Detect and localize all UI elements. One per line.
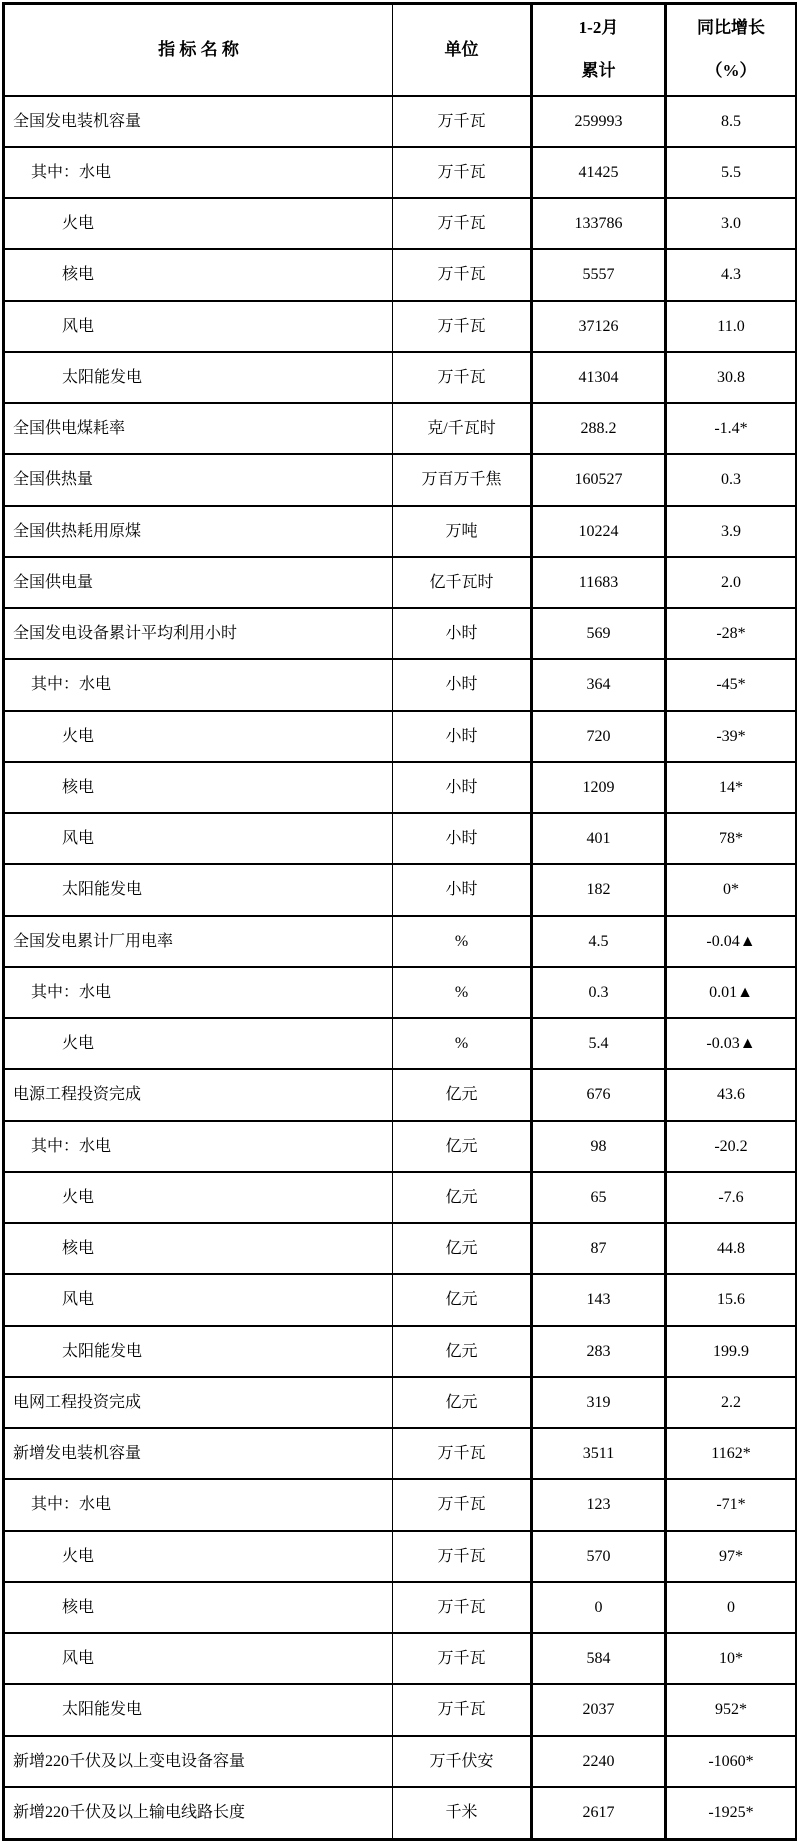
table-row [4, 96, 797, 147]
value-cell: 569 [532, 608, 666, 659]
value-cell: 676 [532, 1069, 666, 1120]
unit-cell: 亿元 [393, 1326, 532, 1377]
indicator-name-cell: 其中：水电 [4, 147, 393, 198]
value-cell: 41425 [532, 147, 666, 198]
indicator-name-cell: 火电 [4, 711, 393, 762]
table-row [4, 1377, 797, 1428]
value-cell: 133786 [532, 198, 666, 249]
growth-cell: -0.04▲ [666, 916, 797, 967]
value-cell: 65 [532, 1172, 666, 1223]
value-cell: 319 [532, 1377, 666, 1428]
value-cell: 160527 [532, 454, 666, 505]
growth-cell: -45* [666, 659, 797, 710]
indicator-name-cell: 太阳能发电 [4, 864, 393, 915]
table-row [4, 454, 797, 505]
table-row [4, 1274, 797, 1325]
indicator-name-cell: 核电 [4, 249, 393, 300]
unit-cell: 克/千瓦时 [393, 403, 532, 454]
growth-cell: 3.0 [666, 198, 797, 249]
unit-cell: 亿元 [393, 1172, 532, 1223]
growth-cell: -1.4* [666, 403, 797, 454]
unit-cell: 万千瓦 [393, 147, 532, 198]
unit-cell: 亿元 [393, 1069, 532, 1120]
growth-cell: 0* [666, 864, 797, 915]
value-cell: 98 [532, 1121, 666, 1172]
value-cell: 5.4 [532, 1018, 666, 1069]
table-row [4, 403, 797, 454]
value-cell: 570 [532, 1531, 666, 1582]
indicator-name-cell: 全国供热量 [4, 454, 393, 505]
unit-cell: 万千瓦 [393, 96, 532, 147]
value-cell: 288.2 [532, 403, 666, 454]
table-row [4, 813, 797, 864]
indicator-name-cell: 太阳能发电 [4, 1326, 393, 1377]
growth-cell: 0.01▲ [666, 967, 797, 1018]
value-cell: 2240 [532, 1736, 666, 1787]
table-row [4, 762, 797, 813]
indicator-name-cell: 全国发电设备累计平均利用小时 [4, 608, 393, 659]
growth-cell: 11.0 [666, 301, 797, 352]
header-row [4, 4, 797, 96]
growth-cell: -7.6 [666, 1172, 797, 1223]
unit-cell: 小时 [393, 813, 532, 864]
unit-cell: 小时 [393, 711, 532, 762]
indicator-name-cell: 核电 [4, 1582, 393, 1633]
indicator-name-cell: 风电 [4, 1274, 393, 1325]
table-body [4, 96, 797, 1840]
growth-cell: 4.3 [666, 249, 797, 300]
value-cell: 87 [532, 1223, 666, 1274]
table-row [4, 1531, 797, 1582]
value-cell: 364 [532, 659, 666, 710]
value-cell: 584 [532, 1633, 666, 1684]
growth-cell: 5.5 [666, 147, 797, 198]
header-growth [666, 4, 797, 96]
table-row [4, 147, 797, 198]
growth-cell: -1060* [666, 1736, 797, 1787]
unit-cell: % [393, 916, 532, 967]
unit-cell: 万千伏安 [393, 1736, 532, 1787]
growth-cell: 30.8 [666, 352, 797, 403]
unit-cell: 万千瓦 [393, 352, 532, 403]
indicator-name-cell: 全国发电装机容量 [4, 96, 393, 147]
growth-cell: 10* [666, 1633, 797, 1684]
header-period-line2: 累计 [581, 61, 616, 81]
table-row [4, 557, 797, 608]
table-row [4, 864, 797, 915]
indicator-name-cell: 电网工程投资完成 [4, 1377, 393, 1428]
growth-cell: 2.2 [666, 1377, 797, 1428]
growth-cell: -1925* [666, 1787, 797, 1840]
table-row [4, 1223, 797, 1274]
table-row [4, 659, 797, 710]
table-row [4, 916, 797, 967]
table-row [4, 1121, 797, 1172]
indicator-name-cell: 太阳能发电 [4, 1684, 393, 1735]
unit-cell: 小时 [393, 864, 532, 915]
growth-cell: -39* [666, 711, 797, 762]
table-row [4, 198, 797, 249]
value-cell: 4.5 [532, 916, 666, 967]
value-cell: 123 [532, 1479, 666, 1530]
indicator-name-cell: 火电 [4, 1172, 393, 1223]
value-cell: 182 [532, 864, 666, 915]
indicator-name-cell: 风电 [4, 301, 393, 352]
table-row [4, 1633, 797, 1684]
value-cell: 2617 [532, 1787, 666, 1840]
unit-cell: % [393, 967, 532, 1018]
value-cell: 11683 [532, 557, 666, 608]
unit-cell: 万千瓦 [393, 1479, 532, 1530]
unit-cell: 万百万千焦 [393, 454, 532, 505]
table-row [4, 1018, 797, 1069]
value-cell: 10224 [532, 506, 666, 557]
value-cell: 3511 [532, 1428, 666, 1479]
indicator-name-cell: 核电 [4, 762, 393, 813]
header-period-line1: 1-2月 [578, 17, 619, 37]
header-unit: 单位 [393, 4, 532, 96]
indicator-name-cell: 其中：水电 [4, 659, 393, 710]
indicator-name-cell: 新增220千伏及以上变电设备容量 [4, 1736, 393, 1787]
table-row [4, 711, 797, 762]
table-row [4, 506, 797, 557]
value-cell: 1209 [532, 762, 666, 813]
table-row [4, 1069, 797, 1120]
header-indicator-name: 指 标 名 称 [4, 4, 393, 96]
growth-cell: -20.2 [666, 1121, 797, 1172]
unit-cell: 万千瓦 [393, 198, 532, 249]
unit-cell: 万千瓦 [393, 1428, 532, 1479]
indicator-name-cell: 其中：水电 [4, 1121, 393, 1172]
unit-cell: 小时 [393, 608, 532, 659]
value-cell: 41304 [532, 352, 666, 403]
indicator-name-cell: 火电 [4, 1531, 393, 1582]
table-row [4, 249, 797, 300]
table-row [4, 608, 797, 659]
value-cell: 143 [532, 1274, 666, 1325]
unit-cell: 万千瓦 [393, 1531, 532, 1582]
value-cell: 37126 [532, 301, 666, 352]
unit-cell: 小时 [393, 659, 532, 710]
header-growth-line1: 同比增长 [697, 17, 765, 37]
unit-cell: 千米 [393, 1787, 532, 1840]
value-cell: 0.3 [532, 967, 666, 1018]
unit-cell: 万千瓦 [393, 1684, 532, 1735]
growth-cell: 0 [666, 1582, 797, 1633]
unit-cell: 万千瓦 [393, 1582, 532, 1633]
unit-cell: 亿千瓦时 [393, 557, 532, 608]
indicator-name-cell: 新增220千伏及以上输电线路长度 [4, 1787, 393, 1840]
indicator-name-cell: 其中：水电 [4, 1479, 393, 1530]
unit-cell: 万千瓦 [393, 301, 532, 352]
table-row [4, 1736, 797, 1787]
header-period [532, 4, 666, 96]
unit-cell: 小时 [393, 762, 532, 813]
indicator-name-cell: 风电 [4, 813, 393, 864]
indicator-name-cell: 全国供电煤耗率 [4, 403, 393, 454]
growth-cell: -28* [666, 608, 797, 659]
table-row [4, 1479, 797, 1530]
growth-cell: 1162* [666, 1428, 797, 1479]
growth-cell: 199.9 [666, 1326, 797, 1377]
growth-cell: 43.6 [666, 1069, 797, 1120]
value-cell: 259993 [532, 96, 666, 147]
growth-cell: -71* [666, 1479, 797, 1530]
indicator-name-cell: 太阳能发电 [4, 352, 393, 403]
growth-cell: -0.03▲ [666, 1018, 797, 1069]
growth-cell: 97* [666, 1531, 797, 1582]
indicator-name-cell: 全国供电量 [4, 557, 393, 608]
unit-cell: 亿元 [393, 1121, 532, 1172]
value-cell: 0 [532, 1582, 666, 1633]
value-cell: 5557 [532, 249, 666, 300]
indicator-name-cell: 火电 [4, 198, 393, 249]
unit-cell: % [393, 1018, 532, 1069]
table-row [4, 1326, 797, 1377]
value-cell: 401 [532, 813, 666, 864]
growth-cell: 44.8 [666, 1223, 797, 1274]
unit-cell: 万千瓦 [393, 249, 532, 300]
growth-cell: 15.6 [666, 1274, 797, 1325]
value-cell: 720 [532, 711, 666, 762]
table-row [4, 1684, 797, 1735]
indicator-name-cell: 全国供热耗用原煤 [4, 506, 393, 557]
indicator-name-cell: 核电 [4, 1223, 393, 1274]
growth-cell: 14* [666, 762, 797, 813]
table-row [4, 301, 797, 352]
unit-cell: 亿元 [393, 1223, 532, 1274]
indicator-name-cell: 其中：水电 [4, 967, 393, 1018]
indicator-name-cell: 火电 [4, 1018, 393, 1069]
table-row [4, 1172, 797, 1223]
unit-cell: 亿元 [393, 1274, 532, 1325]
table-row [4, 967, 797, 1018]
statistics-table [2, 2, 797, 1841]
table-row [4, 352, 797, 403]
growth-cell: 8.5 [666, 96, 797, 147]
unit-cell: 万千瓦 [393, 1633, 532, 1684]
table-row [4, 1787, 797, 1840]
growth-cell: 2.0 [666, 557, 797, 608]
growth-cell: 0.3 [666, 454, 797, 505]
indicator-name-cell: 全国发电累计厂用电率 [4, 916, 393, 967]
growth-cell: 952* [666, 1684, 797, 1735]
value-cell: 2037 [532, 1684, 666, 1735]
indicator-name-cell: 新增发电装机容量 [4, 1428, 393, 1479]
indicator-name-cell: 电源工程投资完成 [4, 1069, 393, 1120]
growth-cell: 3.9 [666, 506, 797, 557]
header-growth-line2: （%） [705, 61, 757, 81]
table-header [4, 4, 797, 96]
unit-cell: 万吨 [393, 506, 532, 557]
value-cell: 283 [532, 1326, 666, 1377]
growth-cell: 78* [666, 813, 797, 864]
table-row [4, 1582, 797, 1633]
indicator-name-cell: 风电 [4, 1633, 393, 1684]
table-row [4, 1428, 797, 1479]
unit-cell: 亿元 [393, 1377, 532, 1428]
